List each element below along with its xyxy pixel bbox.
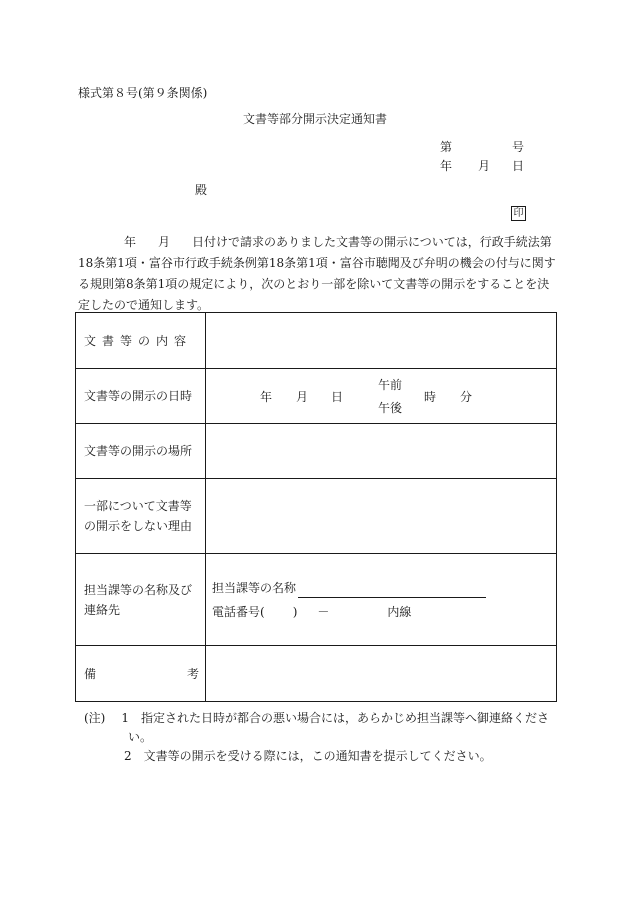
- datetime-hour-label: 時: [424, 390, 437, 404]
- body-year-label: 年: [124, 235, 137, 249]
- footnotes: [84, 709, 549, 766]
- form-number-label: 様式第８号(第９条関係): [78, 86, 208, 100]
- datetime-month-label: 月: [296, 390, 309, 404]
- label-contact-line-1: 担当課等の名称及び: [84, 582, 193, 597]
- document-title: 文書等部分開示決定通知書: [242, 112, 387, 126]
- label-partial-nondisclosure-reason: [76, 479, 206, 554]
- note-2-number: 2: [124, 749, 132, 763]
- field-document-content[interactable]: [206, 313, 557, 369]
- phone-extension-label: 内線: [387, 604, 412, 619]
- note-1-number: 1: [121, 711, 130, 725]
- phone-line: [206, 602, 556, 622]
- date-month-label: 月: [478, 159, 491, 173]
- label-reason-line-2: の開示をしない理由: [84, 519, 193, 533]
- label-document-content-text: 文書等の内容: [84, 333, 193, 348]
- label-reason-line-1: 一部について文書等: [84, 499, 192, 513]
- table-row-content: [76, 313, 557, 369]
- seal-icon: 印: [511, 206, 526, 221]
- department-name-line: [206, 578, 556, 598]
- field-nondisclosure-reason[interactable]: [206, 479, 557, 554]
- notice-body: [78, 232, 558, 316]
- document-number-suffix: 号: [512, 140, 525, 154]
- label-remarks-right: 考: [186, 666, 199, 681]
- body-line-3: る規則第8条第1項の規定により，次のとおり一部を除いて文書等の開示をすることを決: [78, 277, 550, 291]
- disclosure-details-table: [75, 312, 557, 702]
- label-department-contact: [76, 554, 206, 646]
- note-1: [84, 709, 549, 728]
- label-contact-line-2: 連絡先: [84, 602, 121, 617]
- field-disclosure-place[interactable]: [206, 424, 557, 479]
- table-row-datetime: [76, 369, 557, 424]
- table-row-reason: [76, 479, 557, 554]
- table-row-place: [76, 424, 557, 479]
- document-number-prefix: 第: [440, 140, 453, 154]
- body-line-2: 18条第1項・富谷市行政手続条例第18条第1項・富谷市聴聞及び弁明の機会の付与に関す: [78, 256, 556, 270]
- body-line-4: 定したので通知します。: [78, 298, 210, 312]
- addressee-honorific: 殿: [195, 183, 208, 197]
- notes-prefix: (注): [84, 711, 106, 725]
- field-disclosure-datetime[interactable]: [206, 369, 557, 424]
- phone-label: 電話番号(: [212, 604, 265, 619]
- department-name-field[interactable]: [298, 583, 486, 598]
- label-document-content: [76, 313, 206, 369]
- datetime-am-option[interactable]: 午前: [378, 378, 403, 392]
- datetime-year-label: 年: [260, 390, 273, 404]
- note-1-continuation: い。: [128, 730, 153, 744]
- table-row-contact: [76, 554, 557, 646]
- datetime-pm-option[interactable]: 午後: [378, 401, 403, 415]
- label-remarks-left: 備: [84, 666, 97, 681]
- label-remarks: [76, 646, 206, 702]
- datetime-day-label: 日: [331, 390, 344, 404]
- label-disclosure-datetime: 文書等の開示の日時: [76, 369, 206, 424]
- body-month-label: 月: [158, 235, 171, 249]
- field-department-contact: [206, 554, 557, 646]
- note-2-text: 文書等の開示を受ける際には，この通知書を提示してください。: [143, 749, 492, 763]
- note-1-text: 指定された日時が都合の悪い場合には，あらかじめ担当課等へ御連絡くださ: [141, 711, 550, 725]
- phone-paren-close: ): [292, 604, 298, 619]
- field-remarks[interactable]: [206, 646, 557, 702]
- body-line-1-text: 日付けで請求のありました文書等の開示については，行政手続法第: [192, 235, 552, 249]
- date-year-label: 年: [440, 159, 453, 173]
- label-disclosure-place: 文書等の開示の場所: [76, 424, 206, 479]
- department-name-label: 担当課等の名称: [212, 580, 297, 595]
- datetime-minute-label: 分: [460, 390, 473, 404]
- date-day-label: 日: [512, 159, 525, 173]
- phone-dash: －: [317, 604, 330, 619]
- table-row-remarks: [76, 646, 557, 702]
- label-remarks-spread: [84, 664, 205, 684]
- note-2: [84, 747, 549, 766]
- body-line-1: [78, 232, 558, 253]
